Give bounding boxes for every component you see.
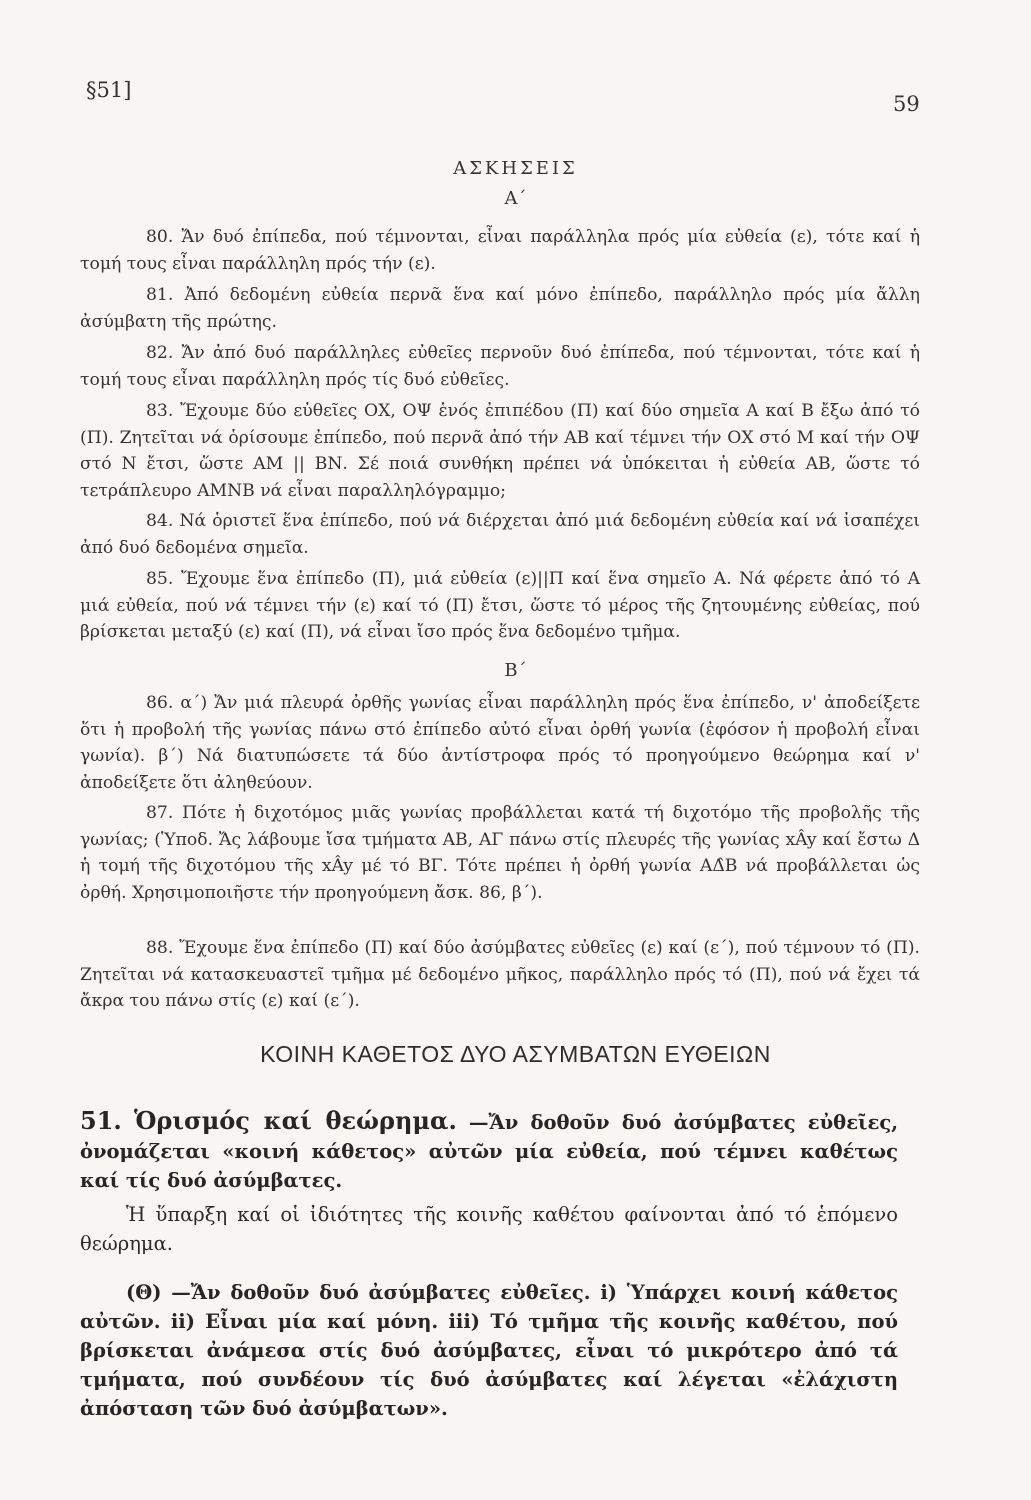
group-a-label: Α΄ — [504, 188, 527, 209]
exercise-80 — [80, 224, 920, 277]
theorem-label: (Θ) — [126, 1281, 162, 1304]
exercise-87 — [80, 800, 920, 906]
exercise-81 — [80, 282, 920, 335]
section-reference: §51] — [86, 78, 132, 102]
definition-title: Ὁρισμός καί θεώρημα. — [134, 1106, 457, 1135]
exercise-text: Ἔχουμε ἕνα ἐπίπεδο (Π) καί δύο ἀσύμβατες εὐθεῖες (ε) καί (ε΄), πού τέμνουν τό (Π). Ζητεῖται νά κατασκευαστεῖ τμῆμα μέ δεδομένο μῆκος, παράλληλο πρός τό (Π), πού νά ἔχει τά ἄκρα του πάνω στίς (ε) καί (ε΄). — [80, 938, 920, 1011]
exercise-number: 87. — [146, 803, 174, 823]
exercise-82 — [80, 340, 920, 393]
exercise-text: Ἔχουμε δύο εὐθεῖες ΟΧ, ΟΨ ἑνός ἐπιπέδου (Π) καί δύο σημεῖα Α καί Β ἔξω ἀπό τό (Π). Ζητεῖται νά ὁρίσουμε ἐπίπεδο, πού περνᾶ ἀπό τήν ΑΒ καί τέμνει τήν ΟΧ στό Μ καί τήν ΟΨ στό Ν ἔτσι, ὥστε ΑΜ || ΒΝ. Σέ ποιά συνθήκη πρέπει νά ὑπόκειται ἡ εὐθεία ΑΒ, ὥστε τό τετράπλευρο ΑΜΝΒ νά εἶναι παραλληλόγραμμο; — [80, 401, 921, 501]
exercise-number: 85. — [146, 569, 174, 589]
exercise-number: 86. — [146, 693, 174, 713]
exercise-text: Πότε ἡ διχοτόμος μιᾶς γωνίας προβάλλεται κατά τή διχοτόμο τῆς προβολῆς τῆς γωνίας; (Ὑποδ. Ἄς λάβουμε ἴσα τμήματα ΑΒ, ΑΓ πάνω στίς πλευρές τῆς γωνίας xÂy καί ἔστω Δ ἡ τομή τῆς διχοτόμου τῆς xÂy μέ τό ΒΓ. Τότε πρέπει ἡ ὀρθή γωνία ΑΔ̂Β νά προβάλλεται ὡς ὀρθή. Χρησιμοποιῆστε τήν προηγούμενη ἄσκ. 86, β΄). — [80, 803, 920, 903]
exercise-text: Ἄν ἀπό δυό παράλληλες εὐθεῖες περνοῦν δυό ἐπίπεδα, πού τέμνονται, τότε καί ἡ τομή τους εἶναι παράλληλη πρός τίς δυό εὐθεῖες. — [80, 343, 920, 390]
page-number: 59 — [893, 92, 920, 116]
exercise-85 — [80, 566, 920, 646]
exercise-88 — [80, 935, 920, 1015]
exercise-text: Ἔχουμε ἕνα ἐπίπεδο (Π), μιά εὐθεία (ε)||Π καί ἕνα σημεῖο Α. Νά φέρετε ἀπό τό Α μιά εὐθεία, πού νά τέμνει τήν (ε) καί τό (Π) ἔτσι, ὥστε τό μέρος τῆς ζητουμένης εὐθείας, πού βρίσκεται μεταξύ (ε) καί (Π), νά εἶναι ἴσο πρός ἕνα δεδομένο τμῆμα. — [80, 569, 920, 642]
exercise-text: Ἀπό δεδομένη εὐθεία περνᾶ ἕνα καί μόνο ἐπίπεδο, παράλληλο πρός μία ἄλλη ἀσύμβατη τῆς πρώτης. — [80, 285, 920, 332]
exercise-number: 83. — [146, 401, 174, 421]
exercise-text: Ἄν δυό ἐπίπεδα, πού τέμνονται, εἶναι παράλληλα πρός μία εὐθεία (ε), τότε καί ἡ τομή τους εἶναι παράλληλη πρός τήν (ε). — [80, 227, 920, 274]
exercise-number: 84. — [146, 511, 174, 531]
exercise-number: 80. — [146, 227, 174, 247]
definition-text: —Ἄν δοθοῦν δυό ἀσύμβατες εὐθεῖες, ὀνομάζεται «κοινή κάθετος» αὐτῶν μία εὐθεία, πού τέμνει καθέτως καί τίς δυό ἀσύμβατες. — [80, 1111, 898, 1192]
exercises-heading: ΑΣΚΗΣΕΙΣ — [453, 158, 578, 179]
theorem-text: —Ἄν δοθοῦν δυό ἀσύμβατες εὐθεῖες. i) Ὑπάρχει κοινή κάθετος αὐτῶν. ii) Εἶναι μία καί μόνη. iii) Τό τμῆμα τῆς κοινῆς καθέτου, πού βρίσκεται ἀνάμεσα στίς δυό ἀσύμβατες, εἶναι τό μικρότερο ἀπό τά τμήματα, πού συνδέουν τίς δυό ἀσύμβατες καί λέγεται «ἐλάχιστη ἀπόσταση τῶν δυό ἀσύμβατων». — [80, 1281, 898, 1420]
exercise-number: 88. — [146, 938, 174, 958]
exercise-number: 81. — [146, 285, 174, 305]
exercise-text: Νά ὁριστεῖ ἕνα ἐπίπεδο, πού νά διέρχεται ἀπό μιά δεδομένη εὐθεία καί νά ἰσαπέχει ἀπό δυό δεδομένα σημεῖα. — [80, 511, 920, 558]
group-b-label: Β΄ — [504, 660, 527, 681]
exercise-text: α΄) Ἄν μιά πλευρά ὀρθῆς γωνίας εἶναι παράλληλη πρός ἕνα ἐπίπεδο, ν' ἀποδείξετε ὅτι ἡ προβολή τῆς γωνίας πάνω στό ἐπίπεδο αὐτό εἶναι ὀρθή γωνία (ἐφόσον ἡ προβολή εἶναι γωνία). β΄) Νά διατυπώσετε τά δύο ἀντίστροφα πρός τό προηγούμενο θεώρημα καί ν' ἀποδείξετε ὅτι ἀληθεύουν. — [80, 693, 920, 793]
exercise-86 — [80, 690, 920, 796]
exercise-84 — [80, 508, 920, 561]
exercise-number: 82. — [146, 343, 174, 363]
exercise-83 — [80, 398, 920, 504]
existence-paragraph: Ἡ ὕπαρξη καί οἱ ἰδιότητες τῆς κοινῆς καθέτου φαίνονται ἀπό τό ἑπόμενο θεώρημα. — [80, 1203, 898, 1255]
theorem-paragraph — [80, 1278, 898, 1423]
definition-number: 51. — [80, 1106, 122, 1135]
definition-paragraph — [80, 1106, 898, 1195]
section-title: ΚΟΙΝΗ ΚΑΘΕΤΟΣ ΔΥΟ ΑΣΥΜΒΑΤΩΝ ΕΥΘΕΙΩΝ — [260, 1041, 771, 1067]
